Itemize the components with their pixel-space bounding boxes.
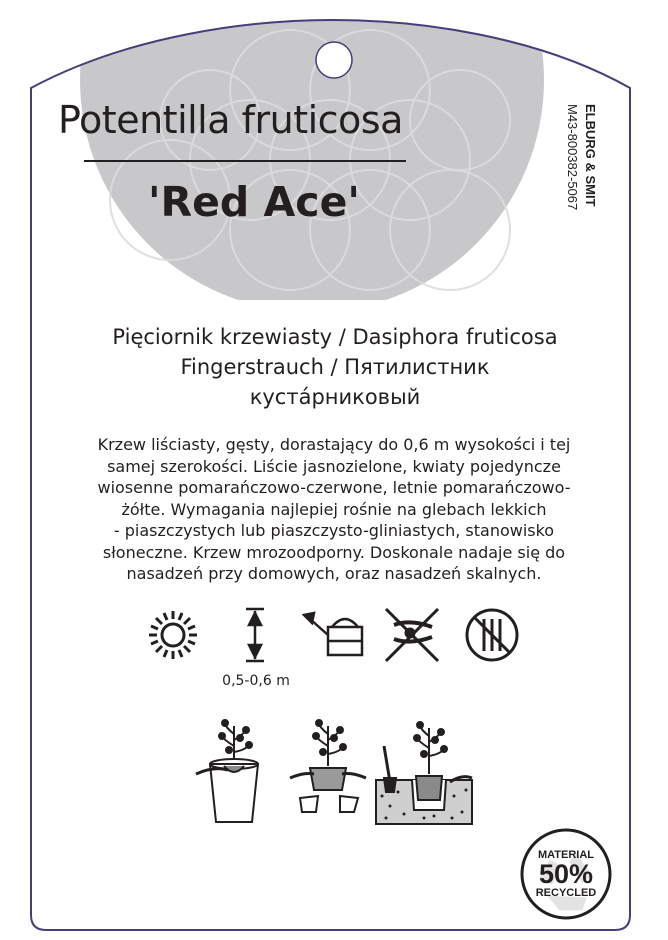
description-line: Krzew liściasty, gęsty, dorastający do 0,6 m wysokości i tej [97,435,571,454]
sun-icon [148,605,198,665]
product-code: M43-800382-5067 [565,104,580,211]
hang-hole [316,42,352,78]
description-line: - piaszczystych lub piaszczysto-gliniastych, stanowisko [113,521,555,540]
cultivar-name: 'Red Ace' [148,178,360,226]
header-circle [80,0,544,312]
description-line: słoneczne. Krzew mrozoodporny. Doskonale nadaje się do [102,542,566,562]
watering-can-icon [302,605,366,665]
loosen-roots-step-icon [288,716,368,826]
common-name-line: Fingerstrauch / Пятилистник [180,355,490,379]
brand-name: ELBURG & SMIT [583,104,598,207]
recycled-badge [520,828,612,920]
height-range: 0,5-0,6 m [222,673,290,689]
recycled-material-label: MATERIAL [537,849,595,861]
description-line: samej szerokości. Liście jasnozielone, kwiaty pojedyncze [107,456,561,476]
plant-in-soil-step-icon [374,716,474,826]
remove-pot-step-icon [194,716,274,826]
description-line: wiosenne pomarańczowo-czerwone, letnie pomarańczowo- [97,478,571,497]
recycled-label: RECYCLED [535,887,597,899]
description-line: nasadzeń przy domowych, oraz nasadzeń skalnych. [126,564,542,583]
not-edible-icon [464,605,520,665]
common-names [90,322,580,412]
no-pruning-icon [380,605,444,665]
brand-code-block [560,104,600,254]
recycled-percent: 50% [538,859,594,889]
latin-name: Potentilla fruticosa [58,98,403,142]
common-name-line: кустáрниковый [249,385,421,409]
title-divider [84,160,406,162]
height-arrow-icon [240,605,270,665]
common-name-line: Pięciornik krzewiasty / Dasiphora fruticosa [112,325,558,349]
description [66,434,602,585]
description-line: żółte. Wymagania najlepiej rośnie na glebach lekkich [121,499,547,519]
